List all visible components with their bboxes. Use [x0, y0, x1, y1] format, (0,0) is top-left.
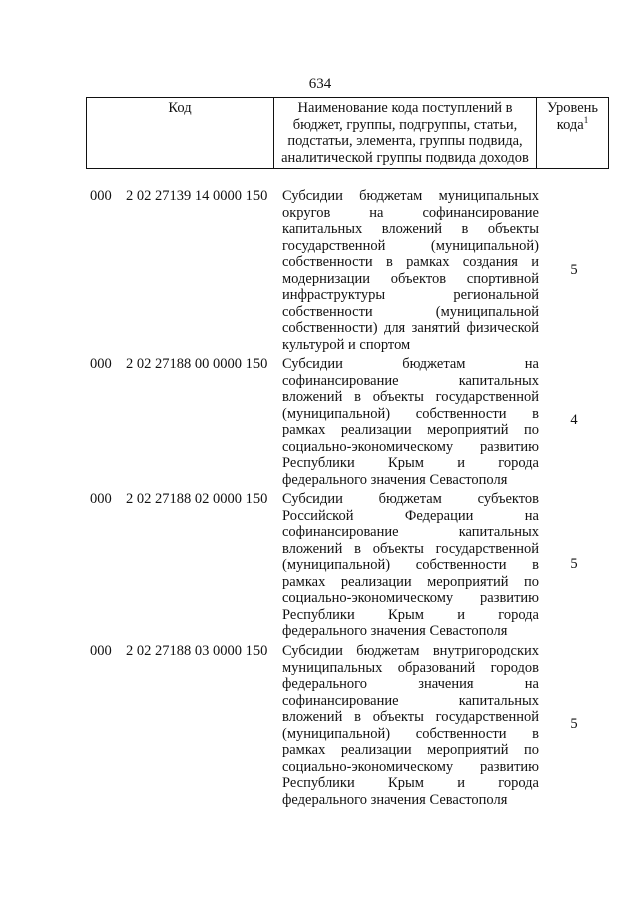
row-name-line: муниципальных образований городов: [282, 659, 539, 676]
row-name: [282, 188, 539, 353]
row-name: [282, 491, 539, 640]
row-name-line: культурой и спортом: [282, 336, 411, 353]
row-name-line: собственности в рамках создания и: [282, 254, 539, 270]
row-name-line: вложений в объекты государственной: [282, 540, 539, 557]
header-code-label: Код: [168, 100, 192, 116]
header-code-cell: [87, 98, 274, 169]
row-name-line: рамках реализации мероприятий по: [282, 422, 539, 438]
row-name-line: (муниципальной) собственности в: [282, 725, 539, 742]
row-name-line: государственной (муниципальной): [282, 237, 539, 254]
header-level-line: Уровень: [546, 100, 599, 116]
header-name-line: бюджет, группы, подгруппы, статьи,: [292, 116, 518, 133]
row-name-line: собственности) для занятий физической: [282, 320, 539, 336]
row-name-line: софинансирование капитальных: [282, 524, 539, 540]
row-level: 5: [570, 262, 578, 278]
row-name-line: Республики Крым и города: [282, 455, 539, 471]
header-level-cell: [537, 98, 609, 169]
row-name-line: социально-экономическому развитию: [282, 758, 539, 775]
row-name-line: Республики Крым и города: [282, 775, 539, 791]
row-name-line: рамках реализации мероприятий по: [282, 573, 539, 590]
row-prefix: 000: [90, 491, 112, 507]
header-name-line: подстатьи, элемента, группы подвида,: [287, 133, 523, 149]
row-code: 2 02 27188 02 0000 150: [126, 491, 268, 507]
row-name-line: вложений в объекты государственной: [282, 709, 539, 725]
row-prefix: 000: [90, 643, 112, 659]
row-level: 5: [570, 716, 578, 732]
row-name-line: (муниципальной) собственности в: [282, 405, 539, 422]
row-name-line: округов на софинансирование: [282, 204, 539, 221]
row-name-line: Субсидии бюджетам субъектов: [282, 491, 539, 507]
row-name-line: модернизации объектов спортивной: [282, 270, 539, 287]
row-name-line: федерального значения Севастополя: [282, 471, 508, 488]
row-name-line: Субсидии бюджетам на: [282, 356, 539, 372]
header-name-line: аналитической группы подвида доходов: [281, 149, 529, 166]
row-name-line: Республики Крым и города: [282, 606, 539, 623]
row-name-line: Субсидии бюджетам муниципальных: [282, 188, 539, 204]
row-name: [282, 643, 539, 808]
header-level-line: кода: [556, 116, 584, 133]
row-name-line: вложений в объекты государственной: [282, 389, 539, 405]
row-name-line: рамках реализации мероприятий по: [282, 742, 539, 758]
row-level: 4: [570, 412, 578, 428]
header-name-cell: [274, 98, 537, 169]
row-name-line: софинансирование капитальных: [282, 372, 539, 389]
row-name-line: федерального значения Севастополя: [282, 791, 508, 808]
row-name-line: софинансирование капитальных: [282, 692, 539, 709]
row-name-line: социально-экономическому развитию: [282, 590, 539, 606]
row-prefix: 000: [90, 356, 112, 372]
row-name-line: инфраструктуры региональной: [282, 287, 539, 303]
row-code: 2 02 27188 00 0000 150: [126, 356, 268, 372]
row-name-line: федерального значения на: [282, 676, 539, 692]
page-number: 634: [308, 76, 332, 92]
row-name-line: собственности (муниципальной: [282, 303, 539, 320]
row-level: 5: [570, 556, 578, 572]
row-name-line: социально-экономическому развитию: [282, 438, 539, 455]
row-name-line: капитальных вложений в объекты: [282, 221, 539, 237]
row-name-line: Российской Федерации на: [282, 507, 539, 524]
row-prefix: 000: [90, 188, 112, 204]
row-name-line: Субсидии бюджетам внутригородских: [282, 643, 539, 659]
row-name: [282, 356, 539, 488]
row-code: 2 02 27188 03 0000 150: [126, 643, 268, 659]
header-name-line: Наименование кода поступлений в: [297, 100, 513, 116]
table-header: [86, 97, 609, 169]
row-code: 2 02 27139 14 0000 150: [126, 188, 268, 204]
row-name-line: (муниципальной) собственности в: [282, 557, 539, 573]
footnote-marker: 1: [583, 114, 589, 125]
row-name-line: федерального значения Севастополя: [282, 623, 508, 639]
